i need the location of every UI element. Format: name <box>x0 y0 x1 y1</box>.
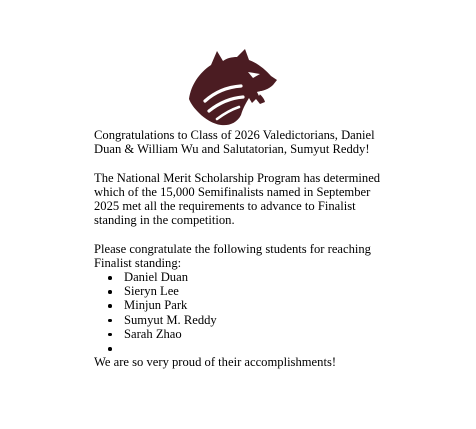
list-item: Sumyut M. Reddy <box>124 313 384 327</box>
congratulations-paragraph: Congratulations to Class of 2026 Valedictorians, Daniel Duan & William Wu and Salutatorian, Sumyut Reddy! <box>94 128 375 157</box>
list-item: Sieryn Lee <box>124 284 384 298</box>
finalists-intro: Please congratulate the following students for reaching Finalist standing: <box>94 241 371 270</box>
closing-line: We are so very proud of their accomplishments! <box>94 355 337 370</box>
list-item: Daniel Duan <box>124 270 384 284</box>
finalist-list <box>94 270 384 355</box>
list-item: Sarah Zhao <box>124 327 384 341</box>
list-item: Minjun Park <box>124 298 384 312</box>
list-item-empty <box>124 341 384 355</box>
wolf-head-logo <box>165 45 303 127</box>
merit-info-paragraph: The National Merit Scholarship Program has determined which of the 15,000 Semifinalists named in September 2025 met all the requirements to advance to Finalist standing in the competition. <box>94 170 381 228</box>
announcement-body <box>94 128 384 369</box>
